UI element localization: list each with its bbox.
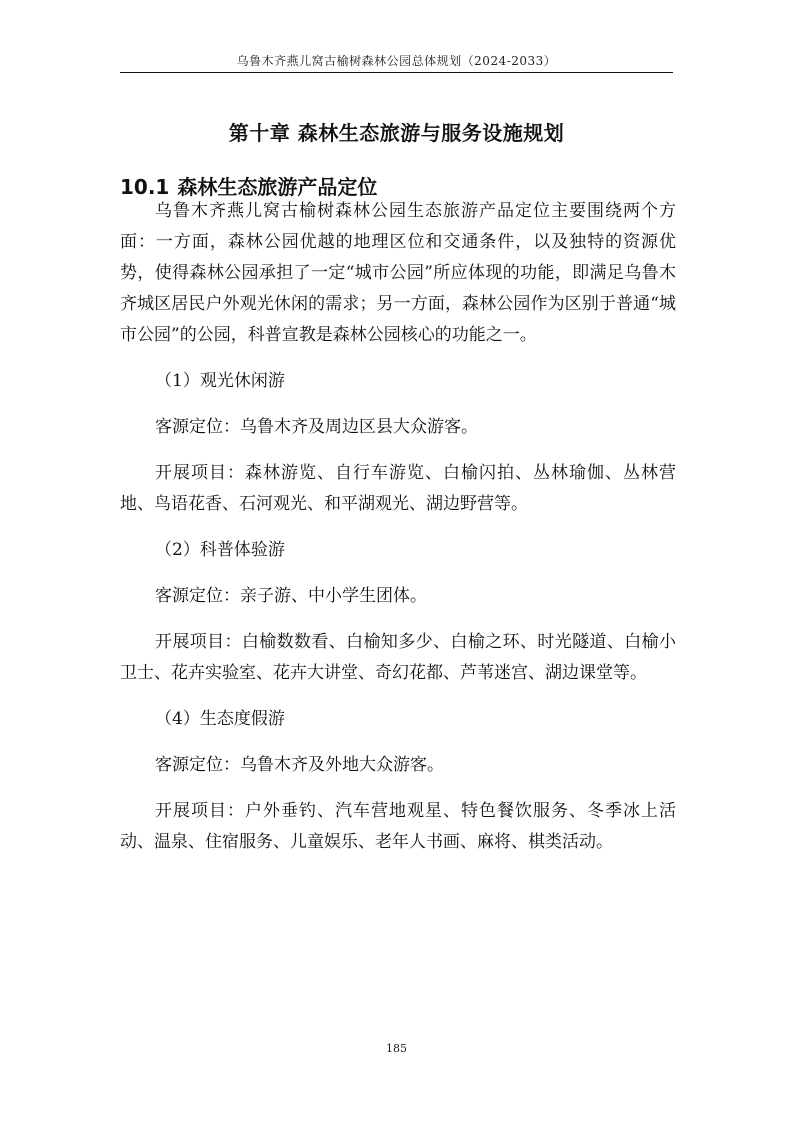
- section-title-text: 森林生态旅游产品定位: [177, 174, 378, 199]
- page-number: 185: [386, 1042, 407, 1055]
- item-heading-sightseeing: （1）观光休闲游: [155, 371, 285, 391]
- item-heading-science: （2）科普体验游: [155, 540, 285, 560]
- paragraph-activities: 开展项目：森林游览、自行车游览、白榆闪拍、丛林瑜伽、丛林营地、鸟语花香、石河观光、和平湖观光、湖边野营等。: [120, 463, 676, 514]
- chapter-title: 第十章 森林生态旅游与服务设施规划: [228, 121, 565, 146]
- paragraph-target-market: 客源定位：乌鲁木齐及周边区县大众游客。: [155, 417, 478, 437]
- paragraph-activities: 开展项目：户外垂钓、汽车营地观星、特色餐饮服务、冬季冰上活动、温泉、住宿服务、儿童娱乐、老年人书画、麻将、棋类活动。: [120, 801, 676, 852]
- paragraph-activities: 开展项目：白榆数数看、白榆知多少、白榆之环、时光隧道、白榆小卫士、花卉实验室、花卉大讲堂、奇幻花都、芦苇迷宫、湖边课堂等。: [120, 632, 676, 683]
- header-rule: [120, 72, 673, 73]
- section-number: 10.1: [120, 174, 170, 199]
- running-header: 乌鲁木齐燕儿窝古榆树森林公园总体规划（2024-2033）: [236, 54, 557, 68]
- paragraph-target-market: 客源定位：亲子游、中小学生团体。: [155, 586, 427, 606]
- paragraph-target-market: 客源定位：乌鲁木齐及外地大众游客。: [155, 755, 444, 775]
- intro-paragraph: 乌鲁木齐燕儿窝古榆树森林公园生态旅游产品定位主要围绕两个方面：一方面，森林公园优越的地理区位和交通条件，以及独特的资源优势，使得森林公园承担了一定“城市公园”所应体现的功能，即满足乌鲁木齐城区居民户外观光休闲的需求；另一方面，森林公园作为区别于普通“城市公园”的公园，科普宣教是森林公园核心的功能之一。: [120, 201, 676, 345]
- body-text: [120, 196, 676, 873]
- item-heading-eco-vacation: （4）生态度假游: [155, 709, 285, 729]
